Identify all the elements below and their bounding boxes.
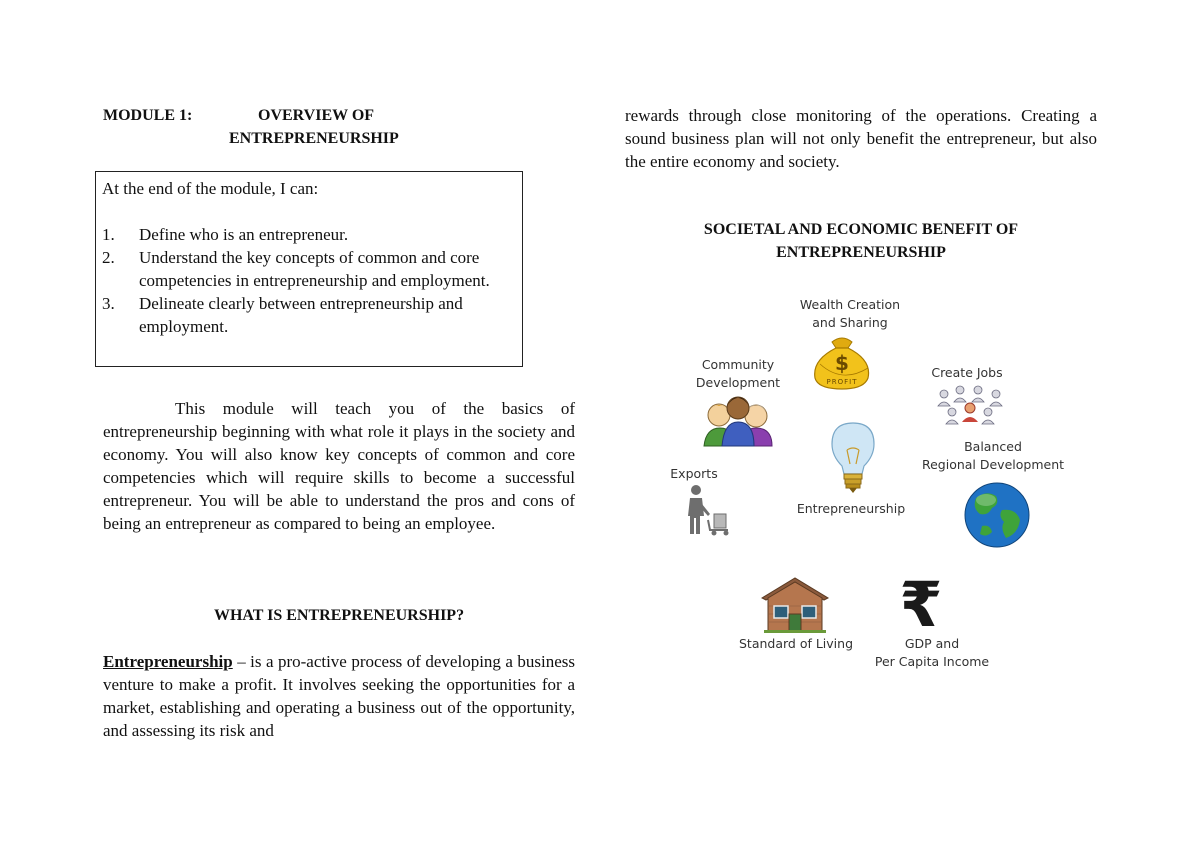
light-bulb-icon [828,420,878,494]
community-label-line1: Community [701,357,775,372]
standard-label: Standard of Living [738,636,854,651]
objective-number: 3. [102,294,115,313]
objective-text: Define who is an entrepreneur. [139,225,349,244]
definition-text: – is a pro-active process of developing a business venture to make a profit. It involves seeking the opportunities for a market, establishing and operating a business out of the opportunity, and assessing its risk and [103,652,575,740]
objective-item [102,223,522,246]
balanced-label-line1: Balanced [964,439,1022,454]
left-column [102,104,575,740]
objectives-intro: At the end of the module, I can: [102,179,319,198]
section-title-what-is: WHAT IS ENTREPRENEURSHIP? [213,607,465,624]
balanced-label-line2: Regional Development [921,457,1065,472]
bag-dollar-symbol: $ [835,351,849,375]
create-jobs-icon [934,384,1008,430]
objective-number: 1. [102,225,115,244]
objective-item [102,292,522,338]
bag-profit-text: PROFIT [826,378,858,386]
module-number: MODULE 1: [103,107,193,124]
objective-number: 2. [102,248,115,267]
definition-term: Entrepreneurship [103,652,233,671]
community-label-line2: Development [695,375,781,390]
learning-objectives-box [95,171,523,367]
gdp-label-line1: GDP and [904,636,960,651]
community-label [690,356,786,392]
module-title-line1: OVERVIEW OF [258,107,375,124]
objectives-list [102,223,522,338]
rupee-icon [896,572,946,632]
objective-text: Delineate clearly between entrepreneurship and employment. [139,294,463,336]
gdp-label [864,635,1000,671]
module-heading [103,104,575,150]
globe-icon [962,480,1032,550]
continuation-paragraph: rewards through close monitoring of the operations. Creating a sound business plan will not only benefit the entrepreneur, but also the entire economy and society. [625,106,1097,171]
intro-paragraph: This module will teach you of the basics of entrepreneurship beginning with what role it plays in the society and economy. You will also know key concepts of common and core competencies which will require skills to become a successful entrepreneur. You will be able to understand the pros and cons of being an entrepreneur as compared to being an employee. [103,399,575,533]
exports-porter-icon [684,484,732,536]
exports-label: Exports [670,466,718,481]
section-title-line2: ENTREPRENEURSHIP [776,244,946,261]
objective-text: Understand the key concepts of common and core competencies in entrepreneurship and employment. [139,248,490,290]
house-icon [758,574,832,634]
rupee-symbol: ₹ [899,572,943,632]
right-column [625,104,1097,261]
gdp-label-line2: Per Capita Income [874,654,990,669]
wealth-label-line1: Wealth Creation [799,297,901,312]
section-title-line1: SOCIETAL AND ECONOMIC BENEFIT OF [703,221,1019,238]
module-title-line2: ENTREPRENEURSHIP [229,130,399,147]
balanced-label [918,438,1068,474]
objective-item [102,246,522,292]
wealth-label [788,296,912,332]
community-people-icon [702,388,774,448]
jobs-label: Create Jobs [931,365,1003,380]
benefits-diagram [660,290,1070,680]
money-bag-icon [808,334,876,390]
definition-paragraph [103,650,575,742]
entrepreneurship-center-label: Entrepreneurship [796,501,906,516]
wealth-label-line2: and Sharing [812,315,888,330]
section-title-benefits [625,218,1097,264]
